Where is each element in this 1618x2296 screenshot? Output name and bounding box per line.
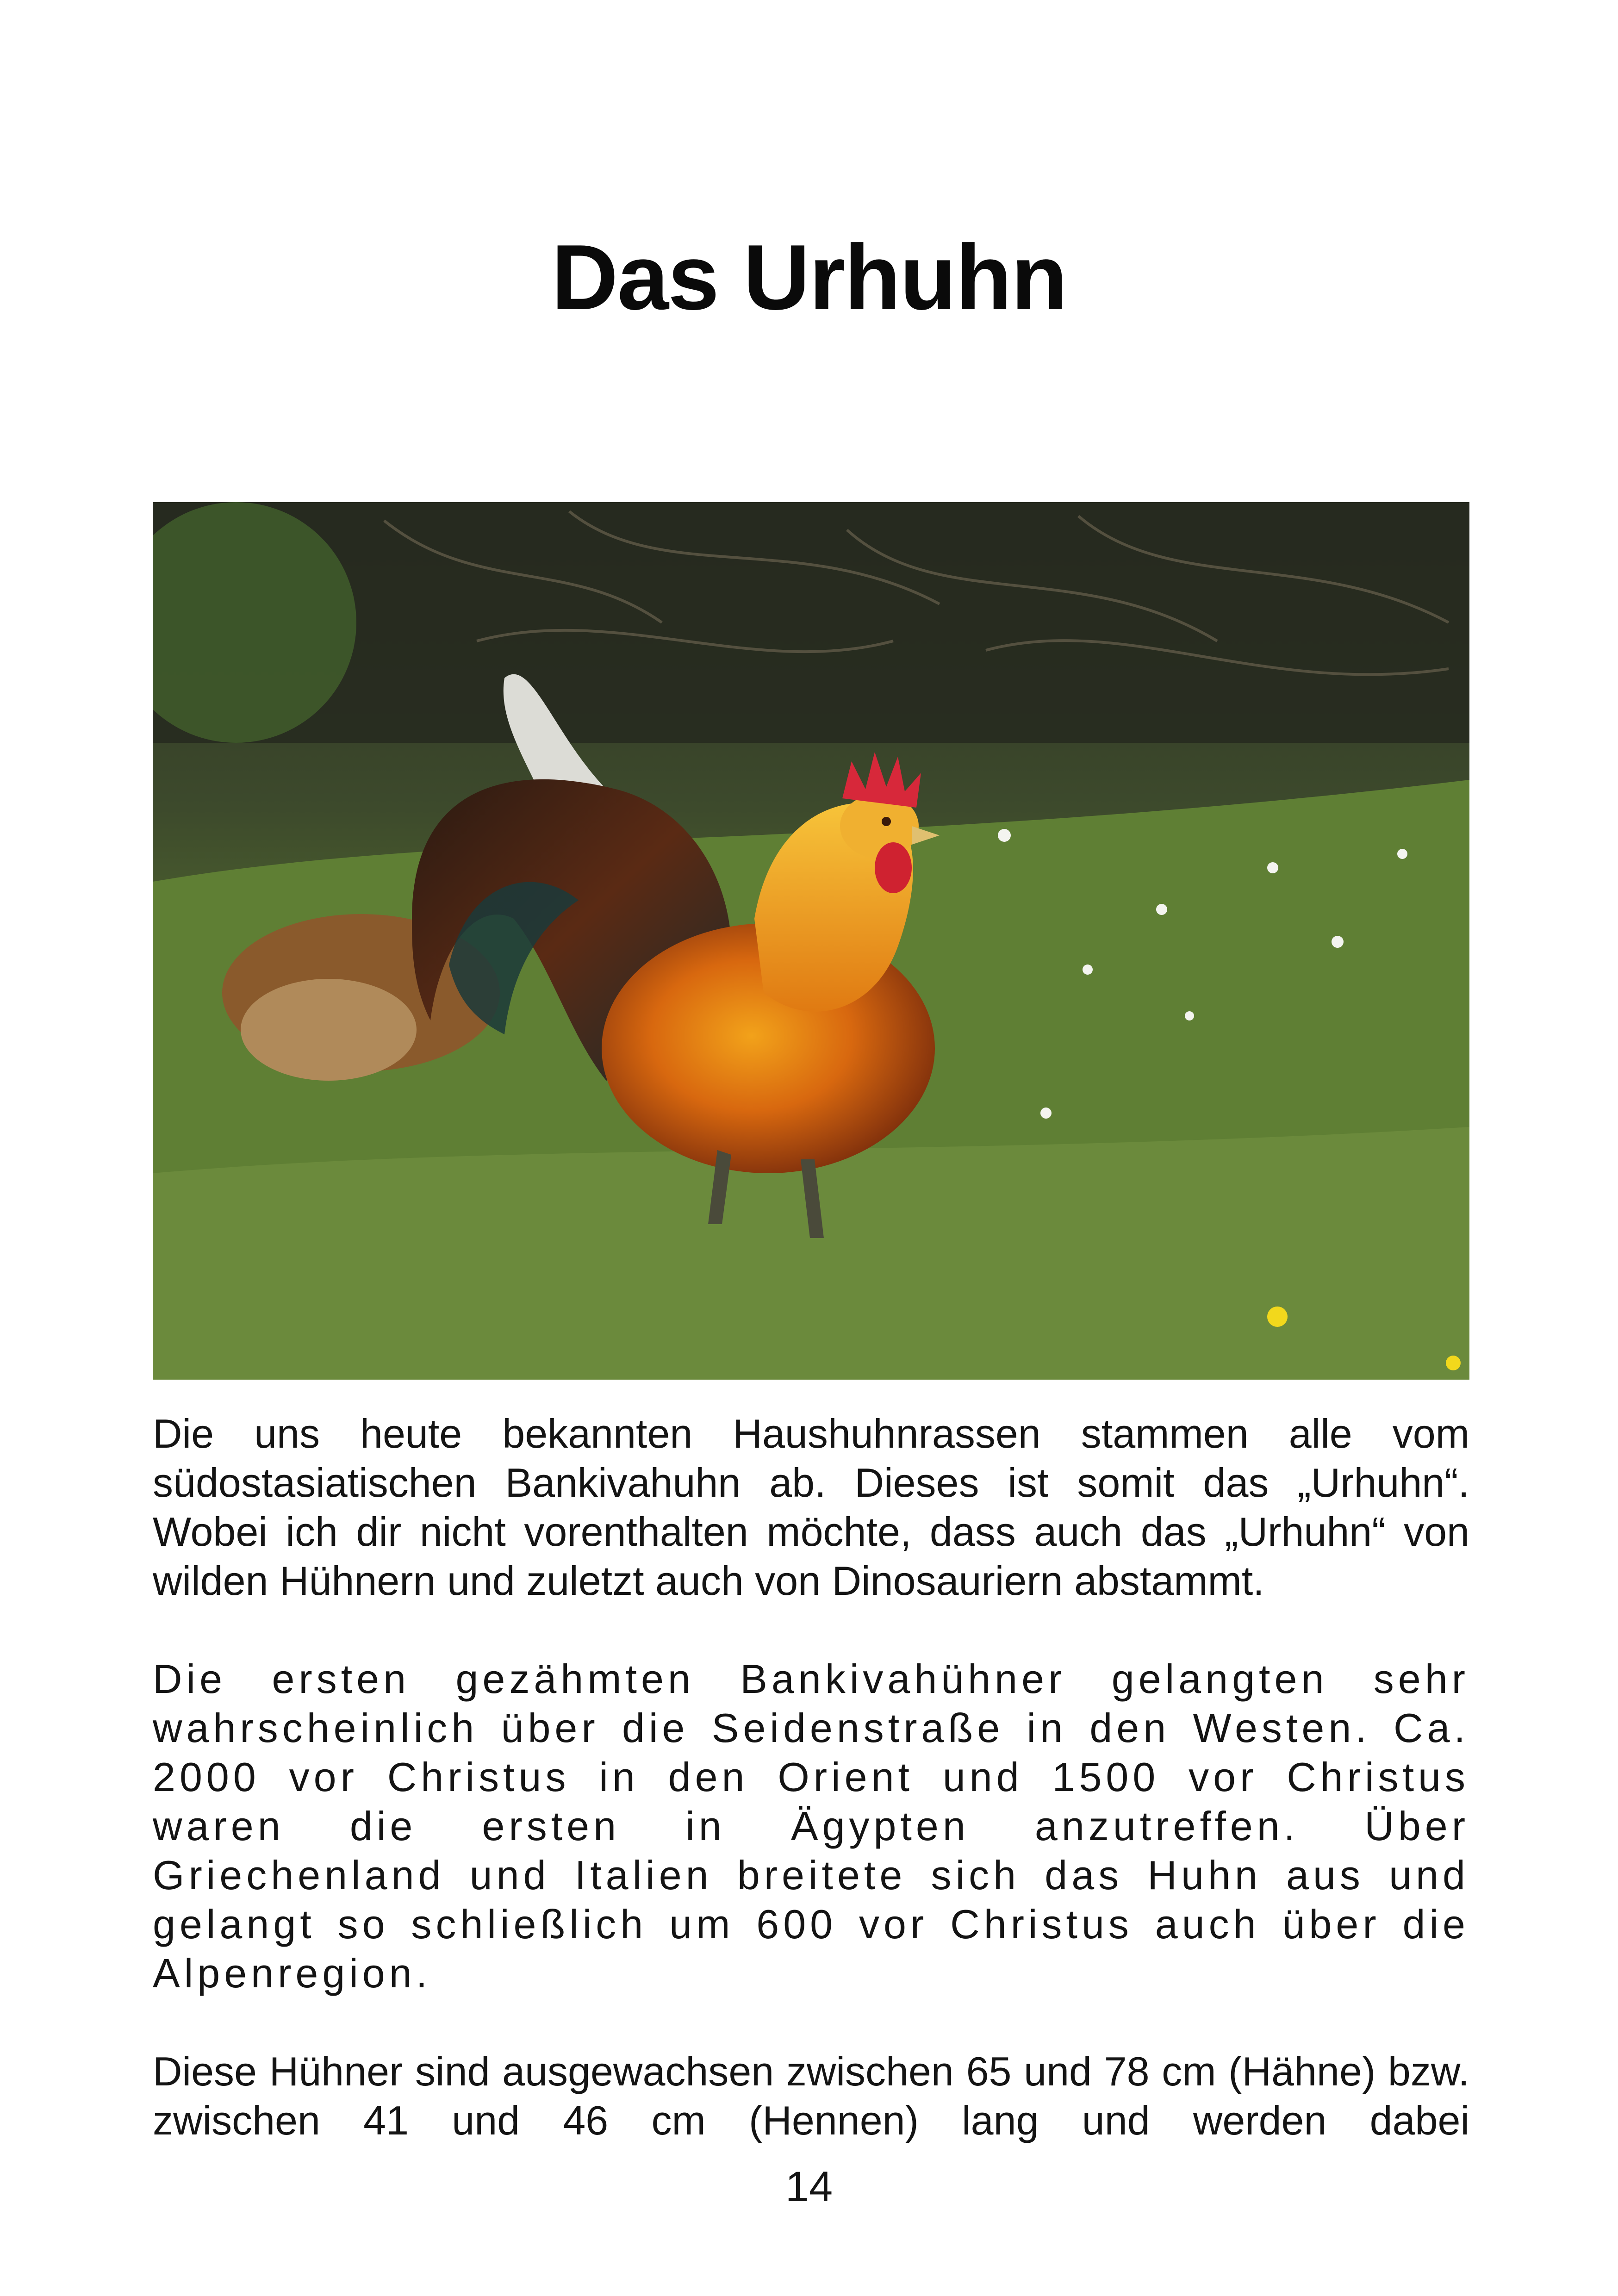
rooster-photo <box>153 502 1469 1380</box>
paragraph-origin: Die uns heute bekannten Haushuhnrassen stammen alle vom südostasiatischen Bankivahuhn ab. Dieses ist somit das „Urhuhn“. Wobei ich dir nicht vorenthalten möchte, dass auch das „Urhuhn“ von wilden Hühnern und zuletzt auch von Dinosauriern abstammt. <box>153 1411 1469 1604</box>
page-title: Das Urhuhn <box>551 226 1067 329</box>
page-number: 14 <box>785 2163 833 2210</box>
paragraph-size: Diese Hühner sind ausgewachsen zwischen 65 und 78 cm (Hähne) bzw. zwischen 41 und 46 cm (Hennen) lang und werden dabei <box>153 2048 1469 2143</box>
body-text <box>153 1409 1469 2145</box>
rooster-icon <box>153 502 1469 1380</box>
paragraph-spread: Die ersten gezähmten Bankivahühner gelangten sehr wahrscheinlich über die Seidenstraße in den Westen. Ca. 2000 vor Christus in den Orient und 1500 vor Christus waren die ersten in Ägypten anzutreffen. Über Griechenland und Italien breitete sich das Huhn aus und gelangt so schließlich um 600 vor Christus auch über die Alpenregion. <box>153 1656 1469 1996</box>
